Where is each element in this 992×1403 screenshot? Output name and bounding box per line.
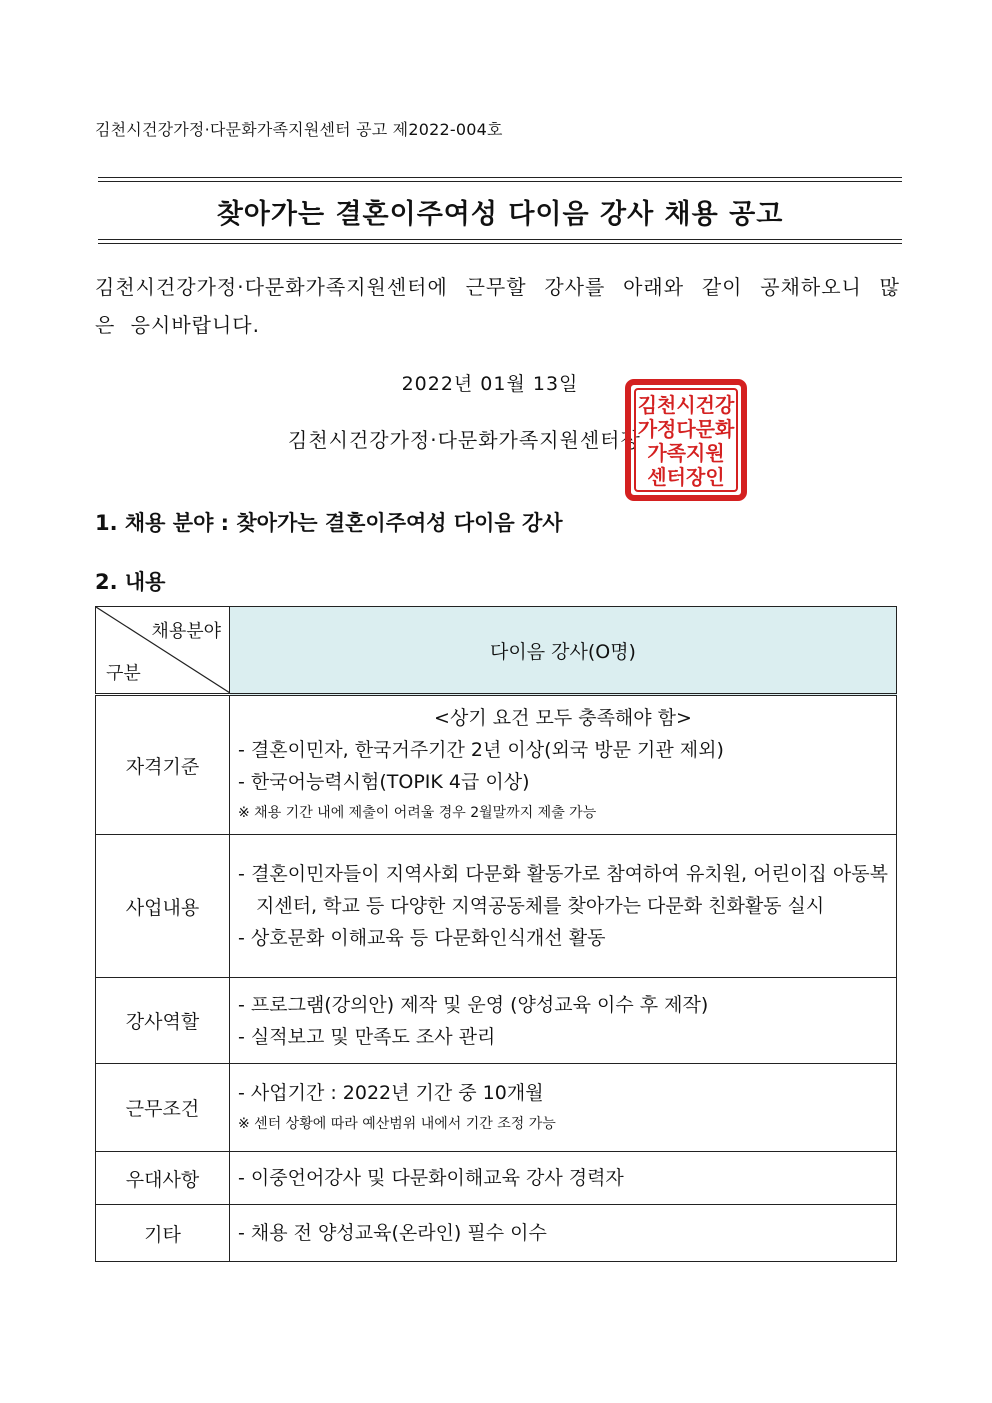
table-row bbox=[96, 1205, 897, 1262]
content-line: <상기 요건 모두 충족해야 함> bbox=[434, 707, 692, 729]
row-label: 사업내용 bbox=[96, 835, 230, 978]
row-content bbox=[230, 1152, 897, 1205]
row-content bbox=[230, 1205, 897, 1262]
sender-name: 김천시건강가정·다문화가족지원센터장 bbox=[288, 428, 641, 452]
header-diagonal-cell bbox=[96, 607, 230, 695]
row-label: 강사역할 bbox=[96, 978, 230, 1064]
seal-text: 센터장인 bbox=[647, 465, 725, 489]
row-label: 자격기준 bbox=[96, 695, 230, 835]
content-line: - 결혼이민자들이 지역사회 다문화 활동가로 참여하여 유치원, 어린이집 아동복지센터, 학교 등 다양한 지역공동체를 찾아가는 다문화 친화활동 실시 bbox=[238, 863, 888, 917]
row-content bbox=[230, 835, 897, 978]
notice-number: 김천시건강가정·다문화가족지원센터 공고 제2022-004호 bbox=[95, 120, 503, 139]
header-field-label: 채용분야 bbox=[151, 621, 221, 642]
content-line: - 실적보고 및 만족도 조사 관리 bbox=[238, 1025, 496, 1048]
content-line: ※ 채용 기간 내에 제출이 어려울 경우 2월말까지 제출 가능 bbox=[238, 805, 597, 821]
table-row bbox=[96, 978, 897, 1064]
table-row bbox=[96, 695, 897, 835]
content-line: - 상호문화 이해교육 등 다문화인식개선 활동 bbox=[238, 927, 606, 949]
seal-text: 가족지원 bbox=[647, 441, 725, 465]
section-1-heading: 1. 채용 분야 : 찾아가는 결혼이주여성 다이음 강사 bbox=[95, 511, 563, 535]
document-title: 찾아가는 결혼이주여성 다이음 강사 채용 공고 bbox=[216, 199, 784, 230]
row-content bbox=[230, 978, 897, 1064]
section-2-heading: 2. 내용 bbox=[95, 570, 166, 594]
row-content bbox=[230, 1064, 897, 1152]
content-line: - 한국어능력시험(TOPIK 4급 이상) bbox=[238, 771, 530, 793]
intro-paragraph: 김천시건강가정·다문화가족지원센터에 근무할 강사를 아래와 같이 공채하오니 많은 응시바랍니다. bbox=[95, 275, 900, 337]
table-header-row bbox=[96, 607, 897, 695]
content-line: - 결혼이민자, 한국거주기간 2년 이상(외국 방문 기관 제외) bbox=[238, 739, 724, 761]
table-row bbox=[96, 1152, 897, 1205]
seal-text: 가정다문화 bbox=[637, 417, 735, 441]
header-position-cell: 다이음 강사(O명) bbox=[230, 607, 897, 695]
row-label: 우대사항 bbox=[96, 1152, 230, 1205]
official-seal-stamp bbox=[624, 378, 748, 502]
row-label: 기타 bbox=[96, 1205, 230, 1262]
header-category-label: 구분 bbox=[106, 663, 141, 684]
title-rule-top bbox=[98, 177, 902, 178]
content-line: ※ 센터 상황에 따라 예산범위 내에서 기간 조정 가능 bbox=[238, 1115, 556, 1132]
content-line: - 채용 전 양성교육(온라인) 필수 이수 bbox=[238, 1222, 547, 1244]
title-rule-bottom-inner bbox=[98, 243, 902, 244]
recruitment-table bbox=[95, 606, 897, 1262]
row-content bbox=[230, 695, 897, 835]
table-row bbox=[96, 835, 897, 978]
content-line: - 사업기간 : 2022년 기간 중 10개월 bbox=[238, 1081, 544, 1104]
notice-date: 2022년 01월 13일 bbox=[401, 373, 579, 395]
table-row bbox=[96, 1064, 897, 1152]
content-line: - 프로그램(강의안) 제작 및 운영 (양성교육 이수 후 제작) bbox=[238, 993, 709, 1016]
title-rule-bottom bbox=[98, 239, 902, 240]
seal-text: 김천시건강 bbox=[637, 393, 735, 417]
content-line: - 이중언어강사 및 다문화이해교육 강사 경력자 bbox=[238, 1167, 624, 1189]
title-rule-top-inner bbox=[98, 181, 902, 182]
row-label: 근무조건 bbox=[96, 1064, 230, 1152]
